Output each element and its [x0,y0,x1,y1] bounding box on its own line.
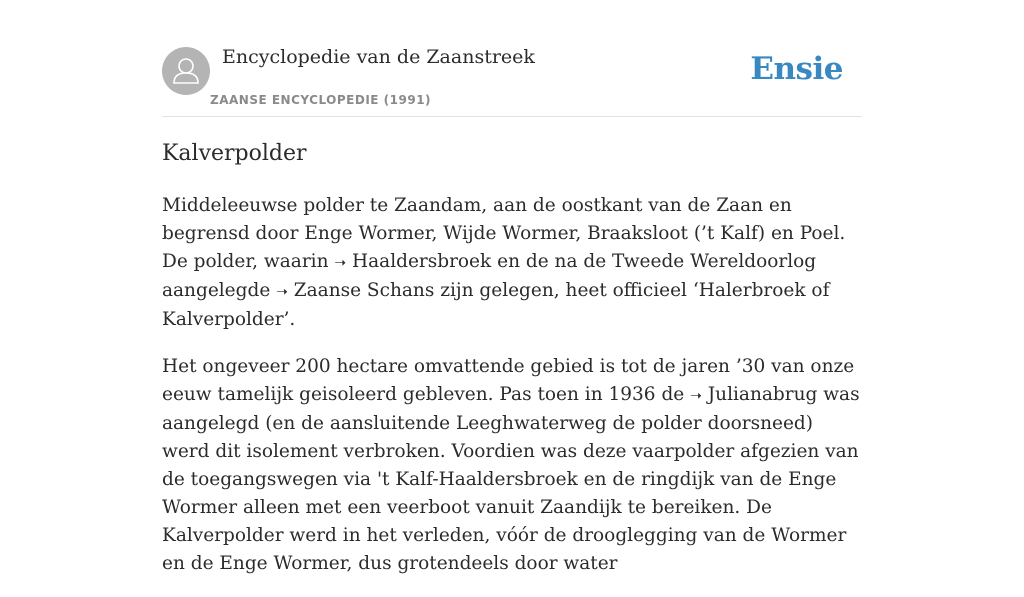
cross-reference-arrow-icon: ➝ [690,388,702,404]
source-title[interactable]: Encyclopedie van de Zaanstreek [222,46,535,68]
paragraph-1 [162,192,864,334]
cross-reference-arrow-icon: ➝ [334,255,347,271]
text: zijn gelegen, heet officieel ‘Halerbroek of Kalverpolder’. [162,280,830,330]
article-title: Kalverpolder [162,141,307,166]
paragraph-2 [162,353,864,578]
source-header [162,0,862,117]
text: Het ongeveer 200 hectare omvattende gebied is tot de jaren ’30 van onze eeuw tamelijk geisoleerd gebleven. Pas toen in 1936 de [162,356,855,405]
source-subtitle[interactable]: ZAANSE ENCYCLOPEDIE (1991) [210,93,432,107]
page-content [162,0,862,574]
link-julianabrug[interactable]: Julianabrug [707,384,818,405]
cross-reference-arrow-icon: ➝ [276,284,288,300]
text: was aangelegd (en de aansluitende Leeghwaterweg de polder doorsneed) werd dit isolement verbroken. Voordien was deze vaarpolder afgezien van de toegangswegen via 't Kalf-Haaldersbroek en de ringdijk van de Enge Wormer alleen met een veerboot vanuit Zaandijk te bereiken. De Kalverpolder werd in het verleden, vóór de drooglegging van de Wormer en de Enge Wormer, dus grotendeels door water [162,384,860,574]
text: Middeleeuwse polder te Zaandam, aan de oostkant van de Zaan en begrensd door Enge Wormer, Wijde Wormer, Braaksloot (’t Kalf) en Poel. De polder, waarin [162,195,846,272]
link-zaanse-schans[interactable]: Zaanse Schans [293,280,435,301]
text: en de na de Tweede Wereldoorlog aangelegde [162,251,817,301]
article-body [162,192,864,597]
user-icon [162,47,210,95]
link-haaldersbroek[interactable]: Haaldersbroek [352,251,492,272]
brand-logo[interactable]: Ensie [750,51,843,87]
